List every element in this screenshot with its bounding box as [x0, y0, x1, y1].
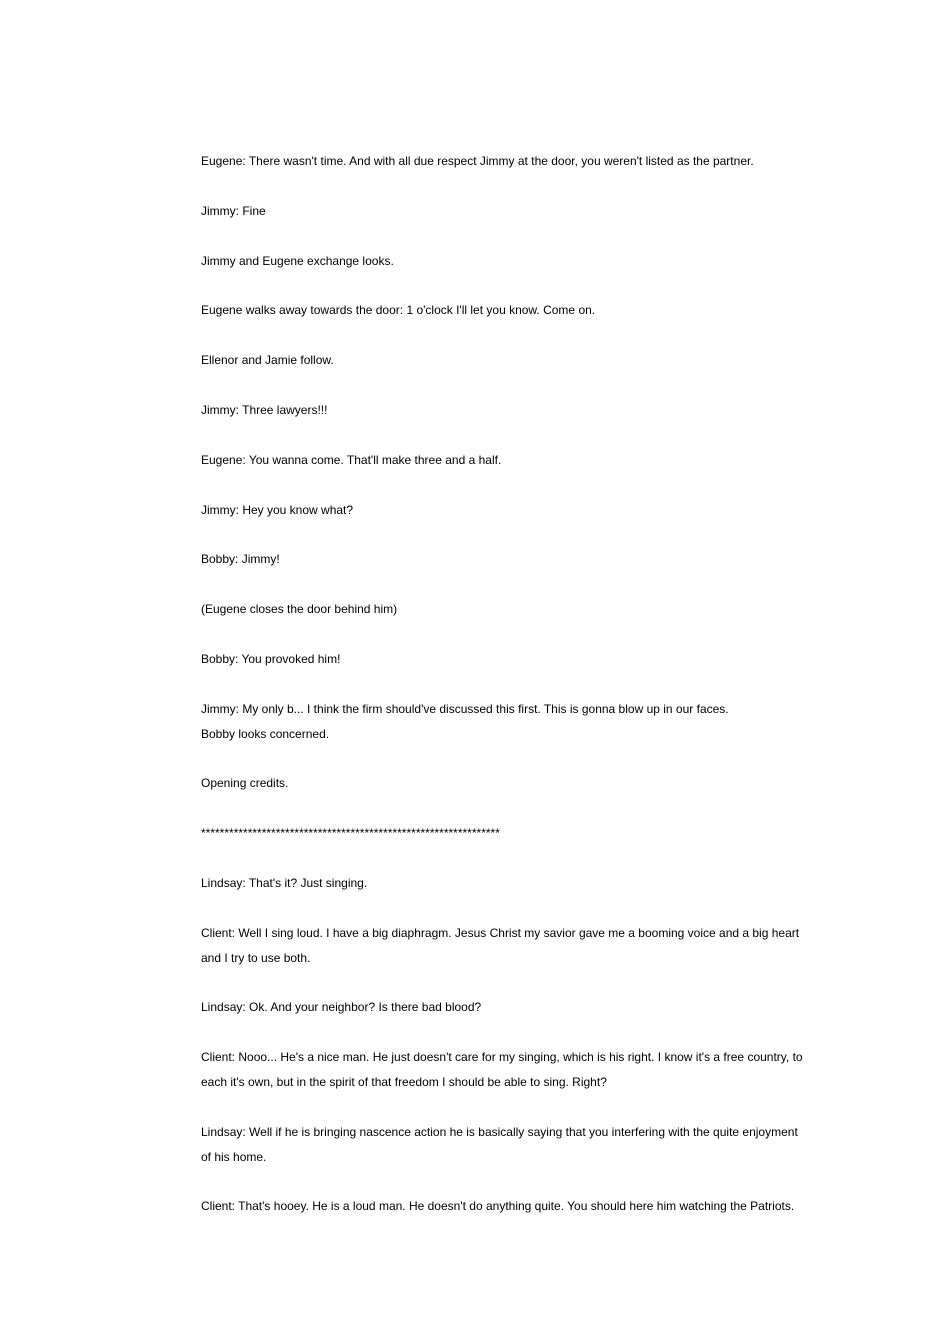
script-line: Bobby looks concerned. — [201, 727, 330, 741]
script-line: Eugene: There wasn't time. And with all due respect Jimmy at the door, you weren't listed as the partner. — [201, 154, 754, 168]
script-line: Jimmy: Three lawyers!!! — [201, 403, 328, 417]
script-line: Eugene walks away towards the door: 1 o'clock I'll let you know. Come on. — [201, 303, 596, 317]
script-line: Client: Nooo... He's a nice man. He just doesn't care for my singing, which is his right. I know it's a free country, to — [201, 1050, 803, 1064]
script-line: Lindsay: That's it? Just singing. — [201, 876, 368, 890]
script-line: Opening credits. — [201, 776, 289, 790]
script-line: Jimmy: My only b... I think the firm should've discussed this first. This is gonna blow up in our faces. — [201, 702, 729, 716]
script-line: Jimmy and Eugene exchange looks. — [201, 254, 394, 268]
script-line: Jimmy: Hey you know what? — [201, 503, 354, 517]
script-line: Ellenor and Jamie follow. — [201, 353, 334, 367]
script-line: Bobby: Jimmy! — [201, 552, 280, 566]
script-line: Eugene: You wanna come. That'll make three and a half. — [201, 453, 502, 467]
script-line: Client: That's hooey. He is a loud man. He doesn't do anything quite. You should here him watching the Patriots. — [201, 1199, 795, 1213]
script-line: of his home. — [201, 1150, 267, 1164]
scene-separator: **************************************************************** — [201, 826, 500, 840]
script-line: Client: Well I sing loud. I have a big diaphragm. Jesus Christ my savior gave me a booming voice and a big heart — [201, 926, 800, 940]
script-line: Jimmy: Fine — [201, 204, 266, 218]
script-line: Lindsay: Well if he is bringing nascence action he is basically saying that you interfering with the quite enjoyment — [201, 1125, 798, 1139]
script-line: and I try to use both. — [201, 951, 311, 965]
script-line: Bobby: You provoked him! — [201, 652, 341, 666]
script-line: (Eugene closes the door behind him) — [201, 602, 398, 616]
script-line: each it's own, but in the spirit of that freedom I should be able to sing. Right? — [201, 1075, 607, 1089]
script-line: Lindsay: Ok. And your neighbor? Is there bad blood? — [201, 1000, 482, 1014]
